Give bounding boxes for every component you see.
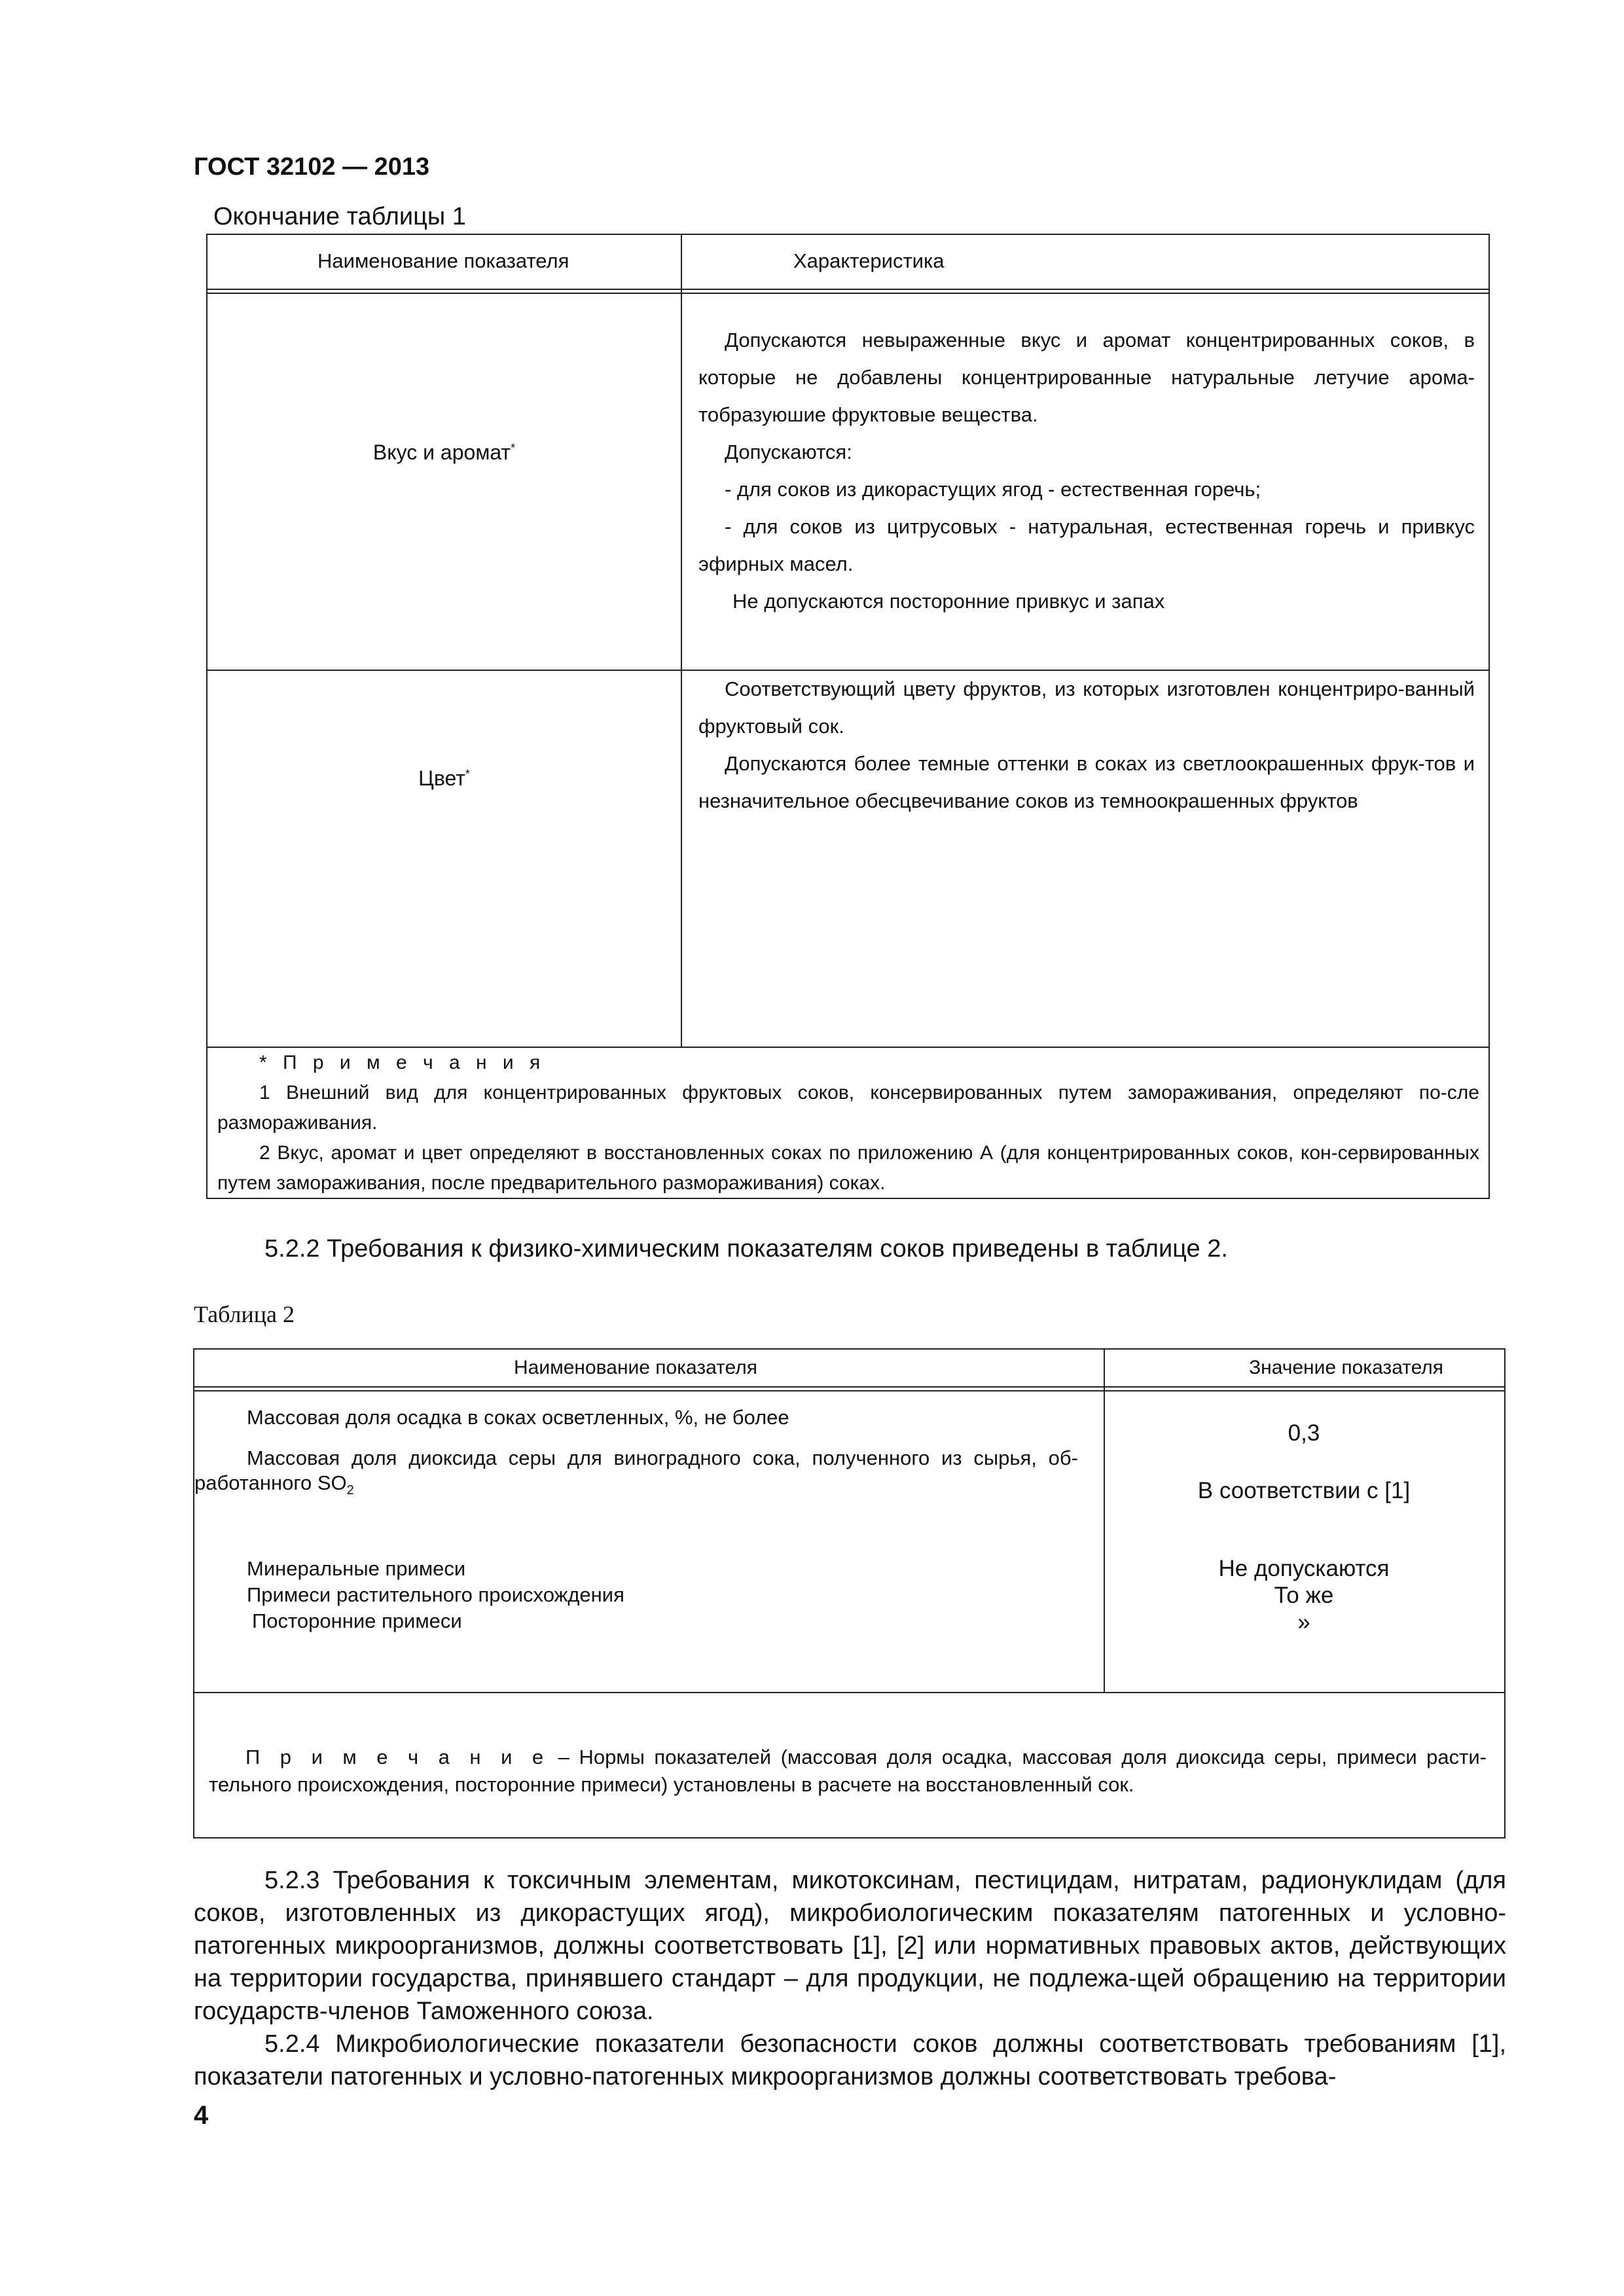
table2-header-value: Значение показателя bbox=[1249, 1357, 1444, 1378]
taste-paragraph: Допускаются: bbox=[725, 440, 852, 463]
table1-note: 2 Вкус, аромат и цвет определяют в восстановленных соках по приложению А (для концентрированных соков, кон-сервированных путем замораживания, после предварительного размораживания) соках. bbox=[217, 1142, 1479, 1194]
taste-paragraph: - для соков из цитрусовых - натуральная, естественная горечь и привкус эфирных масел. bbox=[698, 515, 1475, 575]
color-paragraph: Соответствующий цвету фруктов, из которых изготовлен концентриро-ванный фруктовый сок. bbox=[698, 677, 1475, 738]
table2-row-foreign-value: » bbox=[1297, 1609, 1310, 1635]
table1-header-divider-a bbox=[208, 289, 1489, 290]
standard-designation: ГОСТ 32102 — 2013 bbox=[194, 153, 430, 181]
table1-row-color-text bbox=[698, 670, 1475, 819]
table2-row-sediment-name: Массовая доля осадка в соках осветленных, %, не более bbox=[247, 1406, 789, 1429]
table2-row-plant-value: То же bbox=[1274, 1583, 1334, 1608]
table2-row-so2-value: В соответствии с [1] bbox=[1197, 1478, 1411, 1503]
page-number: 4 bbox=[194, 2101, 209, 2130]
table2-header-divider-b bbox=[194, 1390, 1504, 1391]
table1-header-name: Наименование показателя bbox=[317, 249, 569, 272]
table1-caption: Окончание таблицы 1 bbox=[213, 203, 466, 230]
table2-row-foreign-name: Посторонние примеси bbox=[252, 1609, 462, 1632]
table1-note: 1 Внешний вид для концентрированных фруктовых соков, консервированных путем замораживания, определяют по-сле размораживания. bbox=[217, 1082, 1479, 1134]
table2-column-divider bbox=[1104, 1350, 1105, 1692]
table2-row-mineral-value: Не допускаются bbox=[1218, 1556, 1390, 1581]
color-paragraph: Допускаются более темные оттенки в соках из светлоокрашенных фрук-тов и незначительное обесцвечивание соков из темноокрашенных фруктов bbox=[698, 752, 1475, 812]
table2-header-divider-a bbox=[194, 1386, 1504, 1388]
paragraph-5-2-3: 5.2.3 Требования к токсичным элементам, микотоксинам, пестицидам, нитратам, радионуклидам (для соков, изготовленных из дикорастущих ягод), микробиологическим показателям патогенных и условно-патогенных микроорганизмов, должны соответствовать [1], [2] или нормативных правовых актов, действующих на территории государства, принявшего стандарт – для продукции, не подлежа-щей обращению на территории государств-членов Таможенного союза. 5.2.4 Микробиологические показатели безопасности соков должны соответствовать требованиям [1], показатели патогенных и условно-патогенных микроорганизмов должны соответствовать требова- bbox=[194, 1864, 1506, 2093]
taste-paragraph: Допускаются невыраженные вкус и аромат концентрированных соков, в которые не добавлены концентрированные натуральные летучие арома-тобразуюшие фруктовые вещества. bbox=[698, 329, 1475, 426]
table1-header-characteristic: Характеристика bbox=[793, 249, 945, 272]
table2-row-plant-name: Примеси растительного происхождения bbox=[247, 1583, 624, 1606]
table2-row-so2-name: Массовая доля диоксида серы для виноградного сока, полученного из сырья, об-работанного $SO_2$ bbox=[194, 1446, 1078, 1498]
table2 bbox=[193, 1348, 1506, 1839]
paragraph-5-2-4: 5.2.4 Микробиологические показатели безопасности соков должны соответствовать требованиям [1], показатели патогенных и условно-патогенных микроорганизмов должны соответствовать требова- bbox=[194, 2030, 1506, 2090]
taste-paragraph: - для соков из дикорастущих ягод - естественная горечь; bbox=[725, 478, 1261, 501]
paragraph-5-2-2: 5.2.2 Требования к физико-химическим показателям соков приведены в таблице 2. bbox=[264, 1235, 1228, 1263]
table2-header-name: Наименование показателя bbox=[514, 1357, 757, 1378]
table1-row-taste-text bbox=[698, 321, 1475, 620]
table2-row-mineral-name: Минеральные примеси bbox=[247, 1557, 466, 1580]
table2-note-divider bbox=[194, 1692, 1504, 1693]
table1-row-taste-label: Вкус и аромат* bbox=[372, 440, 516, 464]
table1-header-divider-b bbox=[208, 293, 1489, 294]
table2-caption: Таблица 2 bbox=[194, 1301, 295, 1327]
table1-row-color-label: Цвет* bbox=[418, 766, 470, 790]
taste-paragraph: Не допускаются посторонние привкус и запах bbox=[732, 590, 1165, 613]
table1-column-divider bbox=[681, 235, 682, 1047]
table1-notes bbox=[217, 1048, 1479, 1198]
table2-note: П р и м е ч а н и е – Нормы показателей (массовая доля осадка, массовая доля диоксида серы, примеси расти-тельного происхождения, посторонние примеси) установлены в расчете на восстановленный сок. bbox=[209, 1746, 1487, 1796]
table2-row-sediment-value: 0,3 bbox=[1288, 1420, 1320, 1446]
table1-notes-title: * П р и м е ч а н и я bbox=[259, 1052, 546, 1073]
